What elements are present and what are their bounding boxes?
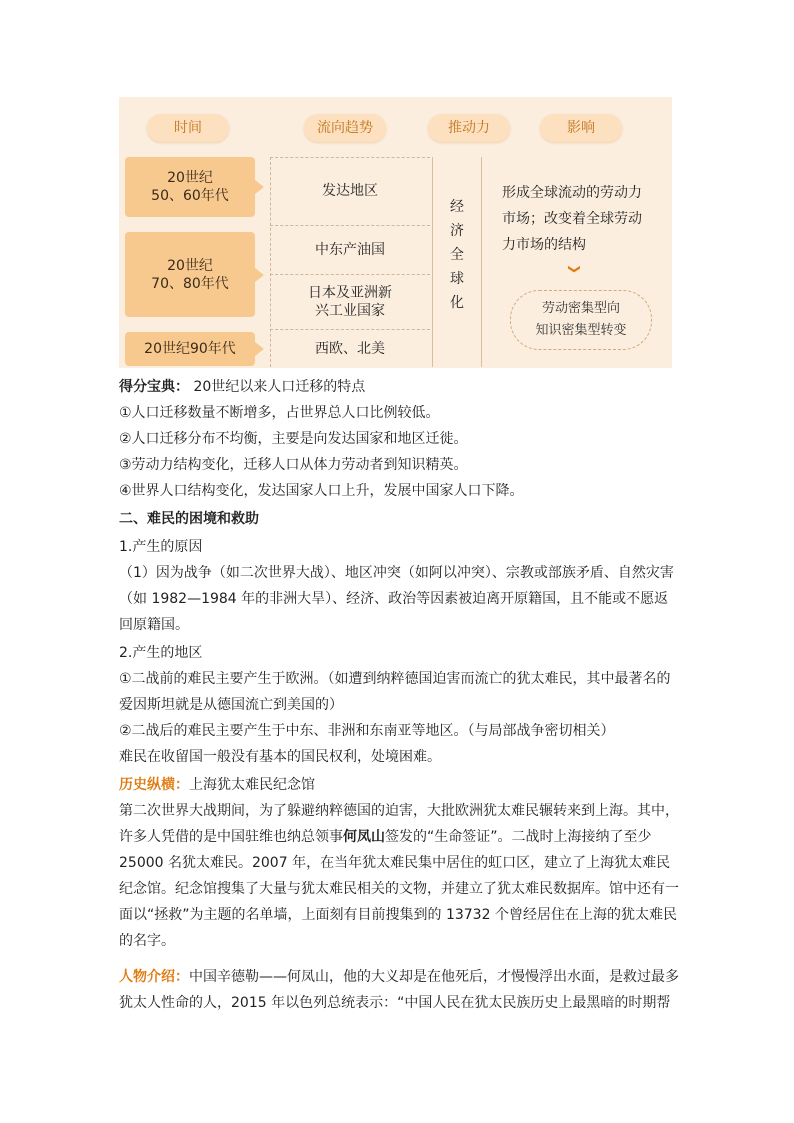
flow-developed-regions: 发达地区 (322, 183, 378, 199)
time-line: 20世纪 (167, 170, 213, 186)
chevron-down-icon: ❯ (568, 263, 583, 275)
history-name: 何凤山 (343, 829, 385, 845)
history-title: 上海犹太难民纪念馆 (189, 777, 315, 793)
impact-line: 形成全球流动的劳动力 (502, 185, 642, 201)
tips-heading (119, 374, 679, 400)
flow-line: 兴工业国家 (315, 303, 385, 319)
driving-force-globalization (444, 195, 470, 315)
tips-title: 20世纪以来人口迁移的特点 (193, 379, 366, 395)
regions-postwar: ②二战后的难民主要产生于中东、非洲和东南亚等地区。（与局部战争密切相关） (119, 723, 615, 739)
drive-char: 经 (450, 199, 464, 215)
oval-line: 知识密集型转变 (535, 323, 627, 338)
header-flow-trend: 流向趋势 (304, 114, 386, 142)
header-impact: 影响 (540, 114, 622, 142)
tip-item: ④世界人口结构变化，发达国家人口上升，发展中国家人口下降。 (119, 483, 524, 499)
flow-japan-asia (270, 275, 430, 329)
header-time: 时间 (147, 114, 229, 142)
history-label: 历史纵横： (119, 777, 189, 793)
history-text-2: 签发的“生命签证”。二战时上海接纳了至少 25000 名犹太难民。2007 年，在当年犹太难民集中居住的虹口区，建立了上海犹太难民纪念馆。纪念馆搜集了大量与犹太难民相关的文物，并建立了犹太难民数据库。馆中还有一面以“拯救”为主题的名单墙，上面刻有目前搜集到的 13732 个曾经居住在上海的犹太难民的名字。 (119, 829, 679, 949)
person-label: 人物介绍： (119, 969, 189, 985)
time-arrow (255, 342, 264, 356)
drive-char: 球 (450, 271, 464, 287)
flow-line: 日本及亚洲新 (308, 285, 392, 301)
tip-item: ③劳动力结构变化，迁移人口从体力劳动者到知识精英。 (119, 457, 468, 473)
subheading-regions: 2.产生的地区 (119, 645, 203, 661)
header-driving-force: 推动力 (428, 114, 510, 142)
drive-char: 济 (450, 223, 464, 239)
time-line: 20世纪90年代 (144, 341, 236, 357)
time-arrow (255, 180, 264, 194)
tips-label: 得分宝典： (119, 379, 189, 395)
time-box-1950s (125, 157, 255, 217)
person-text: 中国辛德勒——何凤山，他的大义却是在他死后，才慢慢浮出水面，是救过最多犹太人性命的人，2015 年以色列总统表示：“中国人民在犹太民族历史上最黑暗的时期帮 (119, 969, 679, 1011)
subheading-causes: 1.产生的原因 (119, 539, 203, 555)
flow-middle-east: 中东产油国 (315, 242, 385, 258)
drive-char: 全 (450, 247, 464, 263)
person-paragraph (119, 964, 679, 1016)
impact-line: 力市场的结构 (502, 237, 586, 253)
causes-paragraph: （1）因为战争（如二次世界大战）、地区冲突（如阿以冲突）、宗教或部族矛盾、自然灾害（如 1982—1984 年的非洲大旱）、经济、政治等因素被迫离开原籍国，且不能或不愿返回原籍国。 (119, 565, 674, 633)
time-arrow (255, 268, 264, 282)
time-line: 70、80年代 (151, 275, 229, 292)
impact-line: 市场；改变着全球劳动 (502, 211, 642, 227)
history-heading (119, 772, 679, 798)
time-line: 50、60年代 (151, 188, 229, 204)
divider (481, 157, 482, 367)
regions-prewar: ①二战前的难民主要产生于欧洲。（如遭到纳粹德国迫害而流亡的犹太难民，其中最著名的爱因斯坦就是从德国流亡到美国的） (119, 671, 671, 713)
drive-char: 化 (450, 295, 464, 311)
history-paragraph (119, 798, 679, 954)
flow-west-europe-na: 西欧、北美 (315, 341, 385, 357)
refugee-status: 难民在收留国一般没有基本的国民权利，处境困难。 (119, 749, 441, 765)
time-box-1970s (125, 232, 255, 317)
time-line: 20世纪 (167, 257, 213, 274)
divider (432, 157, 433, 367)
history-text-1: 第二次世界大战期间，为了躲避纳粹德国的迫害，大批欧洲犹太难民辗转来到上海。其中，许多人凭借的是中国驻维也纳总领事 (119, 803, 679, 845)
oval-line: 劳动密集型向 (541, 301, 620, 316)
section-heading: 二、难民的困境和救助 (119, 511, 259, 527)
time-box-1990s (125, 332, 255, 366)
impact-text (502, 180, 652, 258)
labor-shift-oval (510, 290, 652, 350)
tip-item: ②人口迁移分布不均衡，主要是向发达国家和地区迁徙。 (119, 431, 468, 447)
tip-item: ①人口迁移数量不断增多，占世界总人口比例较低。 (119, 405, 440, 421)
